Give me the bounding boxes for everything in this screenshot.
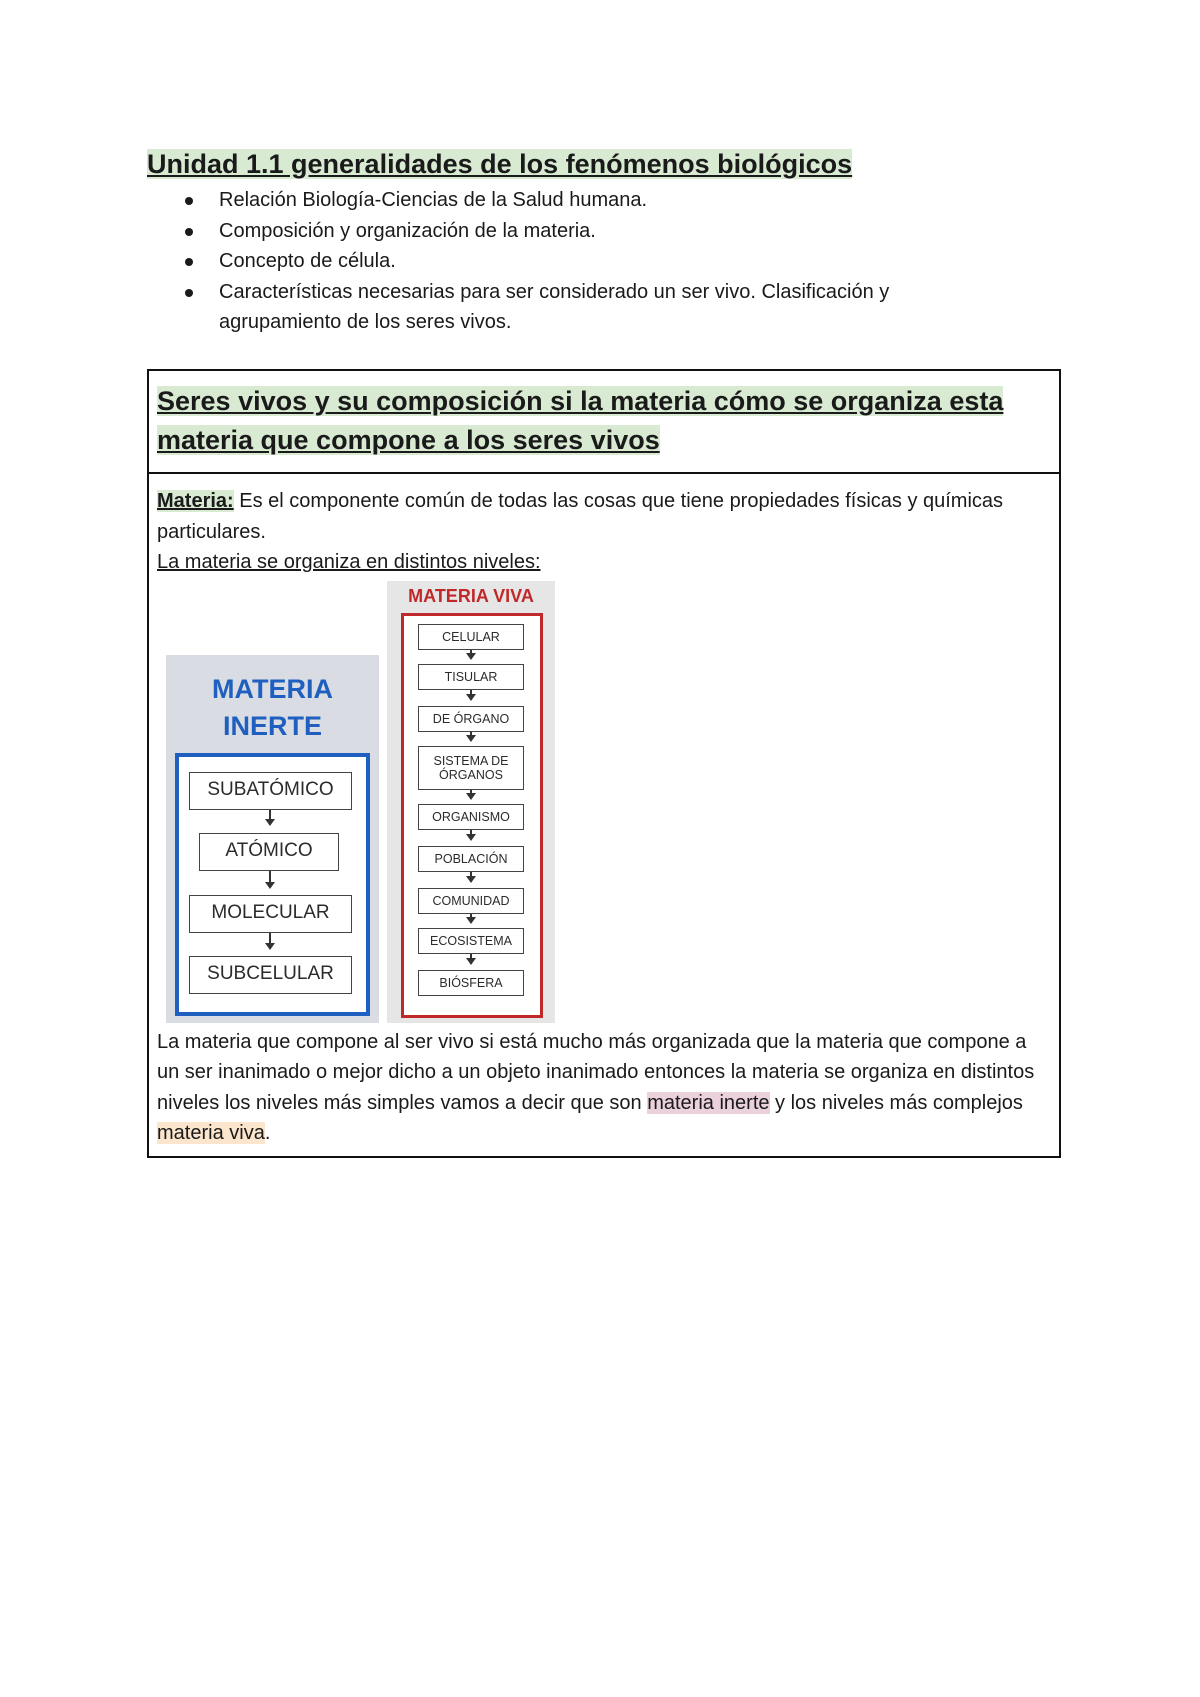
list-item (183, 185, 983, 216)
section-title-text: Seres vivos y su composición si la materia cómo se organiza esta materia que compone a los seres vivos (157, 386, 1004, 455)
levels-intro: La materia se organiza en distintos niveles: (157, 551, 541, 573)
viva-title: MATERIA VIVA (408, 585, 534, 606)
bullet-icon (185, 197, 193, 205)
inerte-title-line2: INERTE (222, 710, 322, 741)
inerte-frame (175, 753, 370, 1016)
viva-frame (401, 613, 543, 1018)
down-arrow-icon (269, 810, 271, 824)
down-arrow-icon (470, 690, 472, 699)
page-title (147, 146, 852, 182)
list-item (183, 277, 983, 338)
bullet-icon (185, 289, 193, 297)
down-arrow-icon (269, 871, 271, 887)
viva-level: COMUNIDAD (418, 888, 524, 914)
inerte-level: MOLECULAR (189, 895, 352, 933)
content-table (147, 369, 1061, 1158)
viva-level: ORGANISMO (418, 804, 524, 830)
down-arrow-icon (269, 933, 271, 948)
definition-text: Es el componente común de todas las cosas que tiene propiedades físicas y químicas particulares. (157, 490, 1004, 543)
viva-level: CELULAR (418, 624, 524, 650)
down-arrow-icon (470, 872, 472, 881)
table-body-cell (149, 474, 1059, 1149)
materia-inerte-diagram (166, 655, 379, 1023)
organization-figures (156, 581, 1051, 1027)
inerte-level: ATÓMICO (199, 833, 339, 871)
down-arrow-icon (470, 732, 472, 740)
viva-level: POBLACIÓN (418, 846, 524, 872)
page-title-text: Unidad 1.1 generalidades de los fenómenos biológicos (147, 149, 853, 179)
explanation-middle: y los niveles más complejos (769, 1091, 1023, 1114)
definition-term: Materia: (157, 490, 234, 512)
viva-level: BIÓSFERA (418, 970, 524, 996)
list-item-text: Relación Biología-Ciencias de la Salud humana. (219, 189, 648, 211)
bullet-icon (185, 228, 193, 236)
down-arrow-icon (470, 914, 472, 922)
section-title (157, 382, 1051, 460)
topic-list (183, 185, 983, 338)
down-arrow-icon (470, 650, 472, 658)
list-item-text: Concepto de célula. (219, 250, 396, 272)
down-arrow-icon (470, 830, 472, 839)
inerte-level: SUBCELULAR (189, 956, 352, 994)
highlight-materia-inerte: materia inerte (647, 1091, 770, 1114)
explanation-end: . (264, 1122, 271, 1144)
list-item-text: Características necesarias para ser considerado un ser vivo. Clasificación y agrupamiento de los seres vivos. (219, 280, 890, 333)
inerte-title-line1: MATERIA (212, 673, 333, 704)
down-arrow-icon (470, 790, 472, 798)
list-item (183, 246, 983, 277)
down-arrow-icon (470, 954, 472, 963)
viva-level: ECOSISTEMA (418, 928, 524, 954)
bullet-icon (185, 258, 193, 266)
viva-level: SISTEMA DE ÓRGANOS (418, 746, 524, 790)
viva-level: TISULAR (418, 664, 524, 690)
viva-level: DE ÓRGANO (418, 706, 524, 732)
materia-viva-diagram (387, 581, 555, 1023)
definition-paragraph (157, 486, 1051, 547)
explanation-paragraph (157, 1027, 1051, 1149)
list-item-text: Composición y organización de la materia. (219, 219, 596, 242)
inerte-level: SUBATÓMICO (189, 772, 352, 810)
explanation-start: La materia que compone al ser vivo si está mucho más organizada que la materia que compone a un ser inanimado o mejor dicho a un objeto inanimado entonces la materia se organiza en distintos niveles los niveles más simples vamos a decir que son (157, 1030, 1035, 1114)
highlight-materia-viva: materia viva (157, 1122, 265, 1144)
table-header-cell (149, 371, 1059, 474)
list-item (183, 216, 983, 247)
